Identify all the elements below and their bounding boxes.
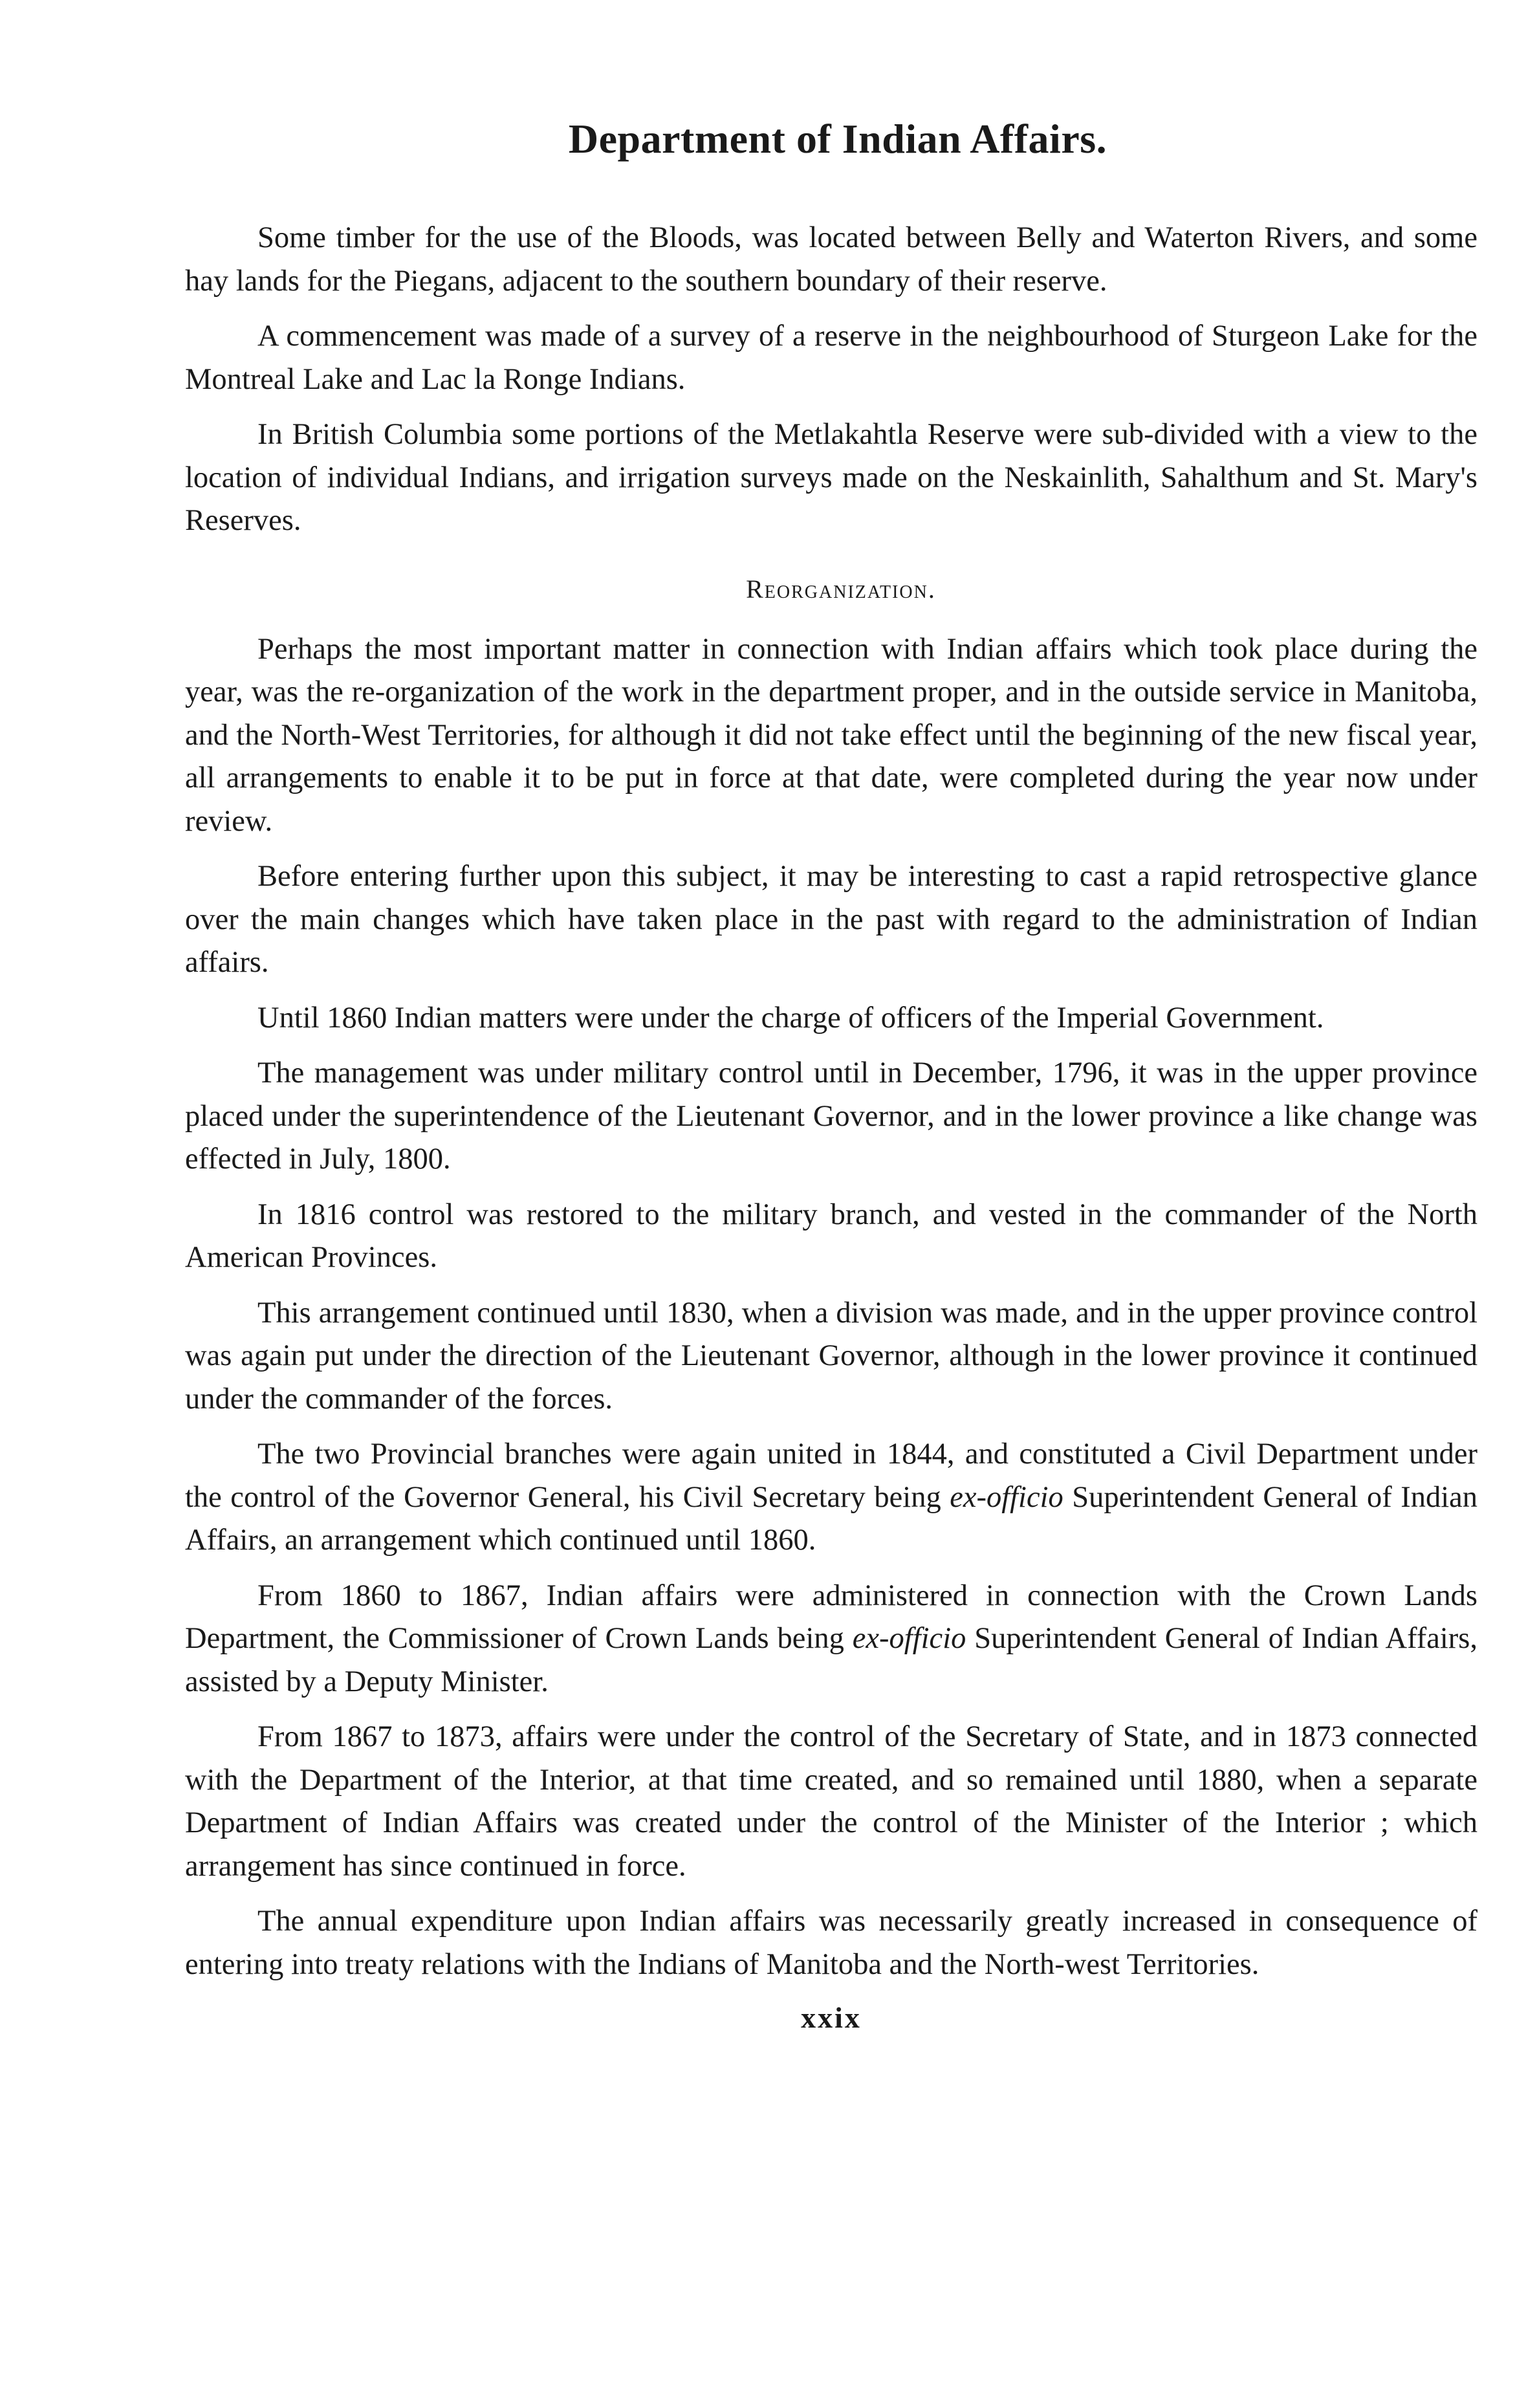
paragraph-british-columbia: In British Columbia some portions of the Metlakahtla Reserve were sub-divided with a view to the location of individual Indians, and irrigation surveys made on the Neskainlith, Sahalthum and St. Mary's Reserves. [185, 418, 1477, 537]
section-heading: Reorganization. [746, 574, 936, 604]
paragraph-retrospective: Before entering further upon this subject, it may be interesting to cast a rapid retrospective glance over the main changes which have taken place in the past with regard to the administration of Indian affairs. [185, 860, 1477, 979]
paragraph-reorganization: Perhaps the most important matter in connection with Indian affairs which took place during the year, was the re-organization of the work in the department proper, and in the outside service in Manitoba, and the North-West Territories, for although it did not take effect until the beginning of the new fiscal year, all arrangements to enable it to be put in force at that date, were completed during the year now under review. [185, 632, 1477, 838]
paragraph-1867: From 1867 to 1873, affairs were under the control of the Secretary of State, and in 1873 connected with the Department of the Interior, at that time created, and so remained until 1880, when a separate Department of Indian Affairs was created under the control of the Minister of the Interior ; which arrangement has since continued in force. [185, 1720, 1477, 1883]
paragraph-crown-lands-text-b: Superintendent General of Indian Affairs, assisted by a Deputy Minister. [185, 1622, 1478, 1698]
paragraph-crown-lands [185, 1575, 1477, 1704]
paragraph-military-control: The management was under military control until in December, 1796, it was in the upper province placed under the superintendence of the Lieutenant Governor, and in the lower province a like change was effected in July, 1800. [185, 1056, 1477, 1176]
paragraph-1830: This arrangement continued until 1830, when a division was made, and in the upper province control was again put under the direction of the Lieutenant Governor, although in the lower province it continued under the commander of the forces. [185, 1296, 1477, 1416]
page-title: Department of Indian Affairs. [568, 116, 1107, 162]
page-number: xxix [801, 2001, 862, 2034]
paragraph-crown-lands-text-a: From 1860 to 1867, Indian affairs were administered in connection with the Crown Lands Department, the Commissioner of Crown Lands being [185, 1579, 1477, 1655]
paragraph-1844 [185, 1433, 1477, 1562]
paragraph-timber: Some timber for the use of the Bloods, was located between Belly and Waterton Rivers, and some hay lands for the Piegans, adjacent to the southern boundary of their reserve. [185, 221, 1477, 298]
paragraph-1844-text-b: Superintendent General of Indian Affairs, an arrangement which continued until 1860. [185, 1480, 1478, 1557]
paragraph-1844-italic: ex-officio [950, 1480, 1063, 1514]
paragraph-expenditure: The annual expenditure upon Indian affairs was necessarily greatly increased in consequence of entering into treaty relations with the Indians of Manitoba and the North-west Territories. [185, 1905, 1477, 1981]
paragraph-1844-text-a: The two Provincial branches were again united in 1844, and constituted a Civil Department under the control of the Governor General, his Civil Secretary being [185, 1438, 1477, 1514]
paragraph-sturgeon-lake: A commencement was made of a survey of a reserve in the neighbourhood of Sturgeon Lake for the Montreal Lake and Lac la Ronge Indians. [185, 320, 1477, 396]
paragraph-1816: In 1816 control was restored to the military branch, and vested in the commander of the North American Provinces. [185, 1198, 1477, 1274]
document-page [185, 113, 1477, 2037]
paragraph-crown-lands-italic: ex-officio [852, 1622, 966, 1655]
paragraph-until-1860: Until 1860 Indian matters were under the charge of officers of the Imperial Government. [257, 1001, 1324, 1034]
